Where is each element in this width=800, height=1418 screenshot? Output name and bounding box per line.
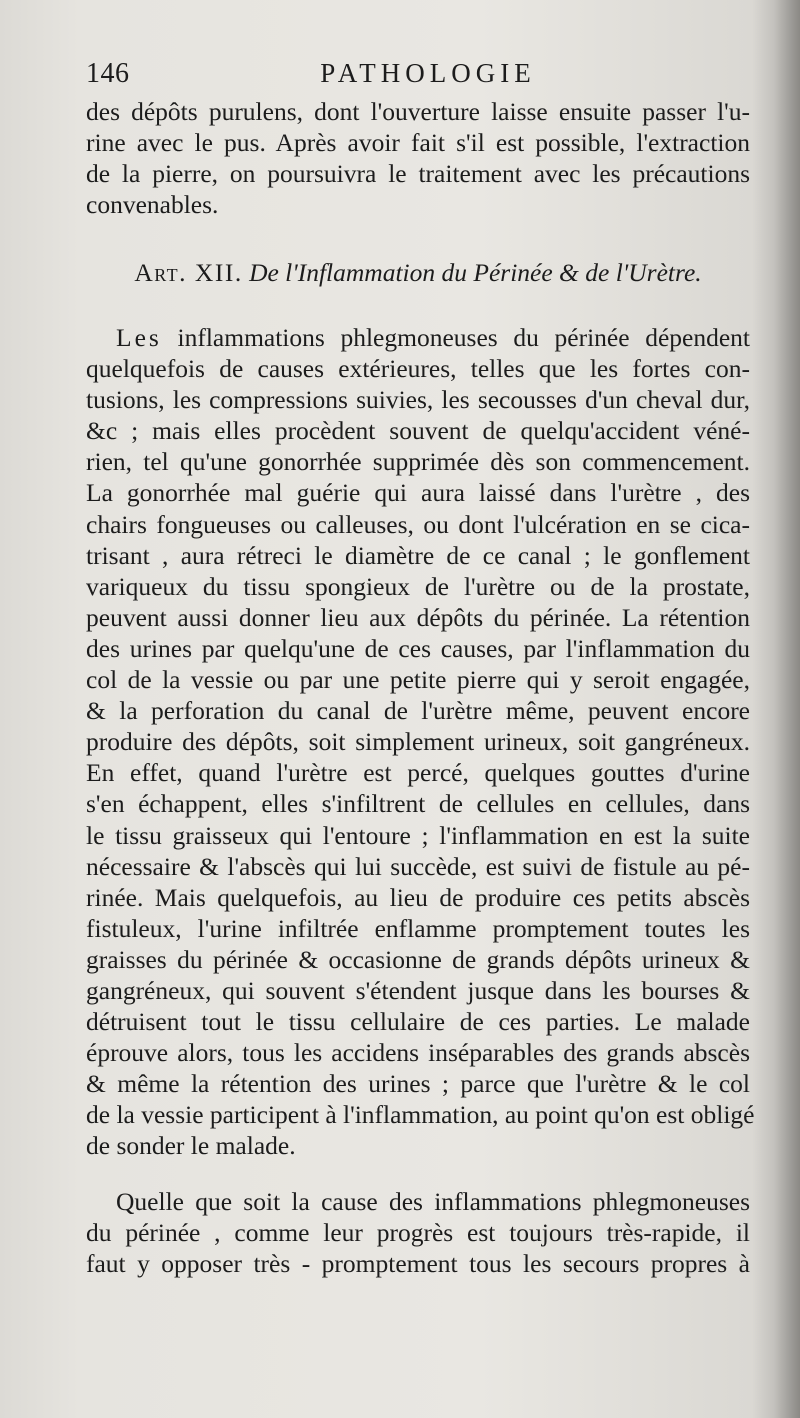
text-line: faut y opposer très - promptement tous les secours propres à	[86, 1249, 750, 1279]
first-line-text: inflammations phlegmoneuses du périnée dépendent	[177, 323, 751, 352]
text-line: détruisent tout le tissu cellulaire de ces parties. Le malade	[86, 1007, 750, 1037]
page-header	[86, 54, 750, 94]
text-line: quelquefois de causes extérieures, telles que les fortes con-	[86, 354, 750, 384]
text-line: gangréneux, qui souvent s'étendent jusque dans les bourses &	[86, 975, 750, 1005]
text-line: de la pierre, on poursuivra le traitement avec les précautions	[86, 159, 750, 189]
text-line: des dépôts purulens, dont l'ouverture laisse ensuite passer l'u-	[86, 97, 750, 126]
text-line: tusions, les compressions suivies, les secousses d'un cheval dur,	[86, 385, 750, 415]
text-line: chairs fongueuses ou calleuses, ou dont l'ulcération en se cica-	[86, 509, 750, 539]
page-number: 146	[86, 58, 130, 89]
text-line: de sonder le malade.	[86, 1131, 296, 1161]
lead-word: Les	[116, 323, 162, 352]
article-title: De l'Inflammation du Périnée & de l'Urètre.	[249, 258, 702, 287]
text-line: s'en échappent, elles s'infiltrent de cellules en cellules, dans	[86, 789, 750, 819]
text-line: peuvent aussi donner lieu aux dépôts du périnée. La rétention	[86, 602, 750, 632]
paragraph-3	[86, 1186, 750, 1279]
text-line: &c ; mais elles procèdent souvent de quelqu'accident véné-	[86, 416, 750, 446]
text-line: La gonorrhée mal guérie qui aura laissé dans l'urètre , des	[86, 478, 750, 508]
text-line: convenables.	[86, 190, 219, 220]
text-line: éprouve alors, tous les accidens inséparables des grands abscès	[86, 1038, 750, 1068]
text-line: variqueux du tissu spongieux de l'urètre ou de la prostate,	[86, 571, 750, 601]
text-line: de la vessie participent à l'inflammation, au point qu'on est obligé	[86, 1100, 755, 1130]
paragraph-1	[86, 96, 750, 220]
text-line: produire des dépôts, soit simplement urineux, soit gangréneux.	[86, 727, 750, 757]
text-line-first	[86, 322, 750, 353]
article-label: Art. XII.	[134, 258, 243, 287]
article-heading	[86, 258, 750, 288]
paragraph-2	[86, 322, 755, 1162]
running-head: PATHOLOGIE	[320, 58, 536, 88]
text-line: du périnée , comme leur progrès est toujours très-rapide, il	[86, 1218, 750, 1248]
text-line: & la perforation du canal de l'urètre même, peuvent encore	[86, 696, 750, 726]
text-line: nécessaire & l'abscès qui lui succède, est suivi de fistule au pé-	[86, 851, 750, 881]
text-line: rien, tel qu'une gonorrhée supprimée dès son commencement.	[86, 447, 750, 477]
page-gutter-shadow	[774, 0, 800, 1418]
text-line: rinée. Mais quelquefois, au lieu de produire ces petits abscès	[86, 882, 750, 912]
text-line: le tissu graisseux qui l'entoure ; l'inflammation en est la suite	[86, 820, 750, 850]
text-line: des urines par quelqu'une de ces causes, par l'inflammation du	[86, 633, 750, 663]
first-line-text: Quelle que soit la cause des inflammations phlegmoneuses	[116, 1187, 750, 1216]
text-line: fistuleux, l'urine infiltrée enflamme promptement toutes les	[86, 913, 750, 943]
text-line: graisses du périnée & occasionne de grands dépôts urineux &	[86, 944, 750, 974]
text-line: trisant , aura rétreci le diamètre de ce canal ; le gonflement	[86, 540, 750, 570]
text-line: col de la vessie ou par une petite pierre qui y seroit engagée,	[86, 665, 750, 695]
text-line-first	[86, 1186, 750, 1217]
text-line: rine avec le pus. Après avoir fait s'il est possible, l'extraction	[86, 128, 750, 158]
text-line: & même la rétention des urines ; parce que l'urètre & le col	[86, 1069, 750, 1099]
text-line: En effet, quand l'urètre est percé, quelques gouttes d'urine	[86, 758, 750, 788]
